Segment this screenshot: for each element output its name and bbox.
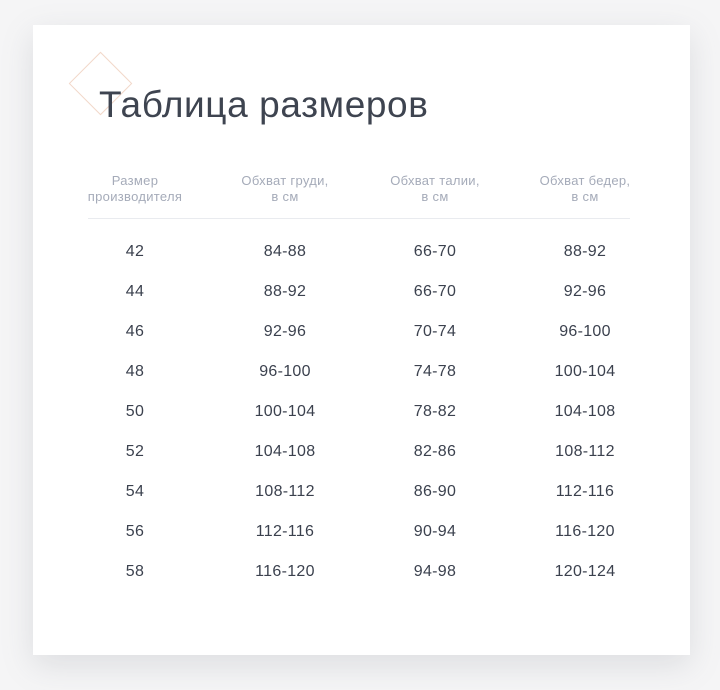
table-row bbox=[60, 512, 660, 552]
table-row bbox=[60, 472, 660, 512]
table-row bbox=[60, 272, 660, 312]
column-header-line: Размер bbox=[111, 173, 159, 188]
cell-size: 50 bbox=[125, 403, 145, 420]
table-body bbox=[60, 232, 660, 592]
cell-size: 44 bbox=[125, 283, 145, 300]
cell-size: 46 bbox=[125, 323, 145, 340]
column-header-line: Обхват груди, bbox=[241, 173, 329, 188]
cell-waist: 94-98 bbox=[413, 563, 457, 580]
column-header-line: в см bbox=[271, 189, 299, 204]
table-row bbox=[60, 232, 660, 272]
cell-hips: 120-124 bbox=[554, 563, 616, 580]
cell-hips: 88-92 bbox=[563, 243, 607, 260]
column-header-line: Обхват талии, bbox=[390, 173, 480, 188]
page-title: Таблица размеров bbox=[99, 84, 429, 125]
cell-chest: 104-108 bbox=[254, 443, 316, 460]
cell-chest: 100-104 bbox=[254, 403, 316, 420]
cell-chest: 112-116 bbox=[255, 523, 315, 540]
table-row bbox=[60, 432, 660, 472]
cell-chest: 108-112 bbox=[255, 483, 315, 500]
table-row bbox=[60, 312, 660, 352]
column-header-line: в см bbox=[571, 189, 599, 204]
cell-size: 48 bbox=[125, 363, 145, 380]
cell-waist: 66-70 bbox=[413, 283, 457, 300]
cell-hips: 112-116 bbox=[555, 483, 615, 500]
cell-waist: 74-78 bbox=[413, 363, 457, 380]
cell-size: 56 bbox=[125, 523, 145, 540]
cell-hips: 116-120 bbox=[555, 523, 615, 540]
cell-hips: 92-96 bbox=[563, 283, 607, 300]
cell-waist: 66-70 bbox=[413, 243, 457, 260]
cell-chest: 116-120 bbox=[255, 563, 315, 580]
cell-chest: 88-92 bbox=[263, 283, 307, 300]
cell-chest: 92-96 bbox=[263, 323, 307, 340]
column-header-hips bbox=[510, 173, 660, 205]
title-block bbox=[99, 82, 690, 128]
cell-waist: 90-94 bbox=[413, 523, 457, 540]
cell-chest: 96-100 bbox=[259, 363, 311, 380]
cell-hips: 96-100 bbox=[559, 323, 611, 340]
cell-size: 58 bbox=[125, 563, 145, 580]
table-header-row bbox=[60, 173, 660, 205]
cell-chest: 84-88 bbox=[263, 243, 307, 260]
size-table-card bbox=[33, 25, 690, 655]
cell-hips: 108-112 bbox=[555, 443, 615, 460]
cell-hips: 104-108 bbox=[554, 403, 616, 420]
column-header-line: в см bbox=[421, 189, 449, 204]
table-row bbox=[60, 392, 660, 432]
cell-size: 52 bbox=[125, 443, 145, 460]
column-header-line: производителя bbox=[87, 189, 183, 204]
cell-waist: 70-74 bbox=[413, 323, 457, 340]
cell-size: 42 bbox=[125, 243, 145, 260]
table-row bbox=[60, 352, 660, 392]
column-header-chest bbox=[210, 173, 360, 205]
cell-waist: 86-90 bbox=[413, 483, 457, 500]
column-header-line: Обхват бедер, bbox=[539, 173, 631, 188]
size-table bbox=[60, 173, 660, 592]
column-header-waist bbox=[360, 173, 510, 205]
cell-waist: 78-82 bbox=[413, 403, 457, 420]
cell-size: 54 bbox=[125, 483, 145, 500]
cell-hips: 100-104 bbox=[554, 363, 616, 380]
cell-waist: 82-86 bbox=[413, 443, 457, 460]
table-row bbox=[60, 552, 660, 592]
column-header-manufacturer-size bbox=[60, 173, 210, 205]
header-divider bbox=[88, 218, 630, 219]
